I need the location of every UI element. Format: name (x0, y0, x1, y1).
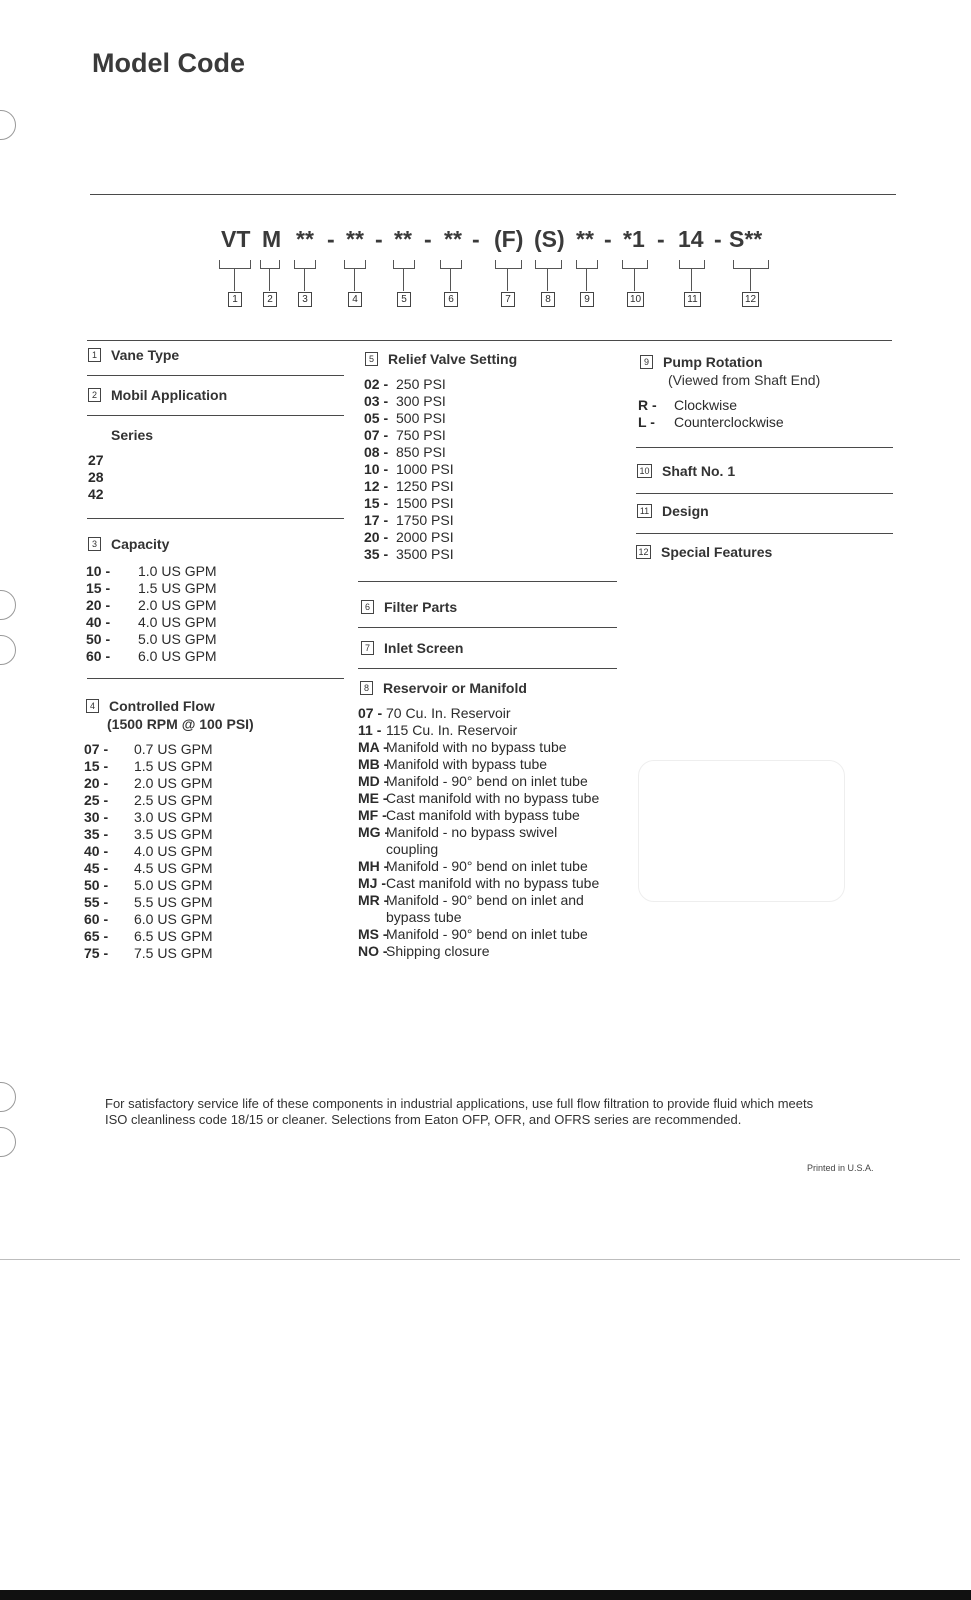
item-description: 500 PSI (396, 410, 446, 426)
reservoir-manifold-list (358, 705, 599, 960)
code-bracket (622, 260, 648, 269)
punch-hole (0, 1127, 16, 1157)
item-code: MG - (358, 824, 390, 840)
divider (87, 518, 344, 519)
item-description: Counterclockwise (674, 414, 784, 430)
code-stem (304, 268, 305, 291)
item-description: Manifold with no bypass tube (386, 739, 567, 755)
item-description: 4.5 US GPM (134, 860, 213, 876)
list-item: 28 (88, 469, 104, 485)
item-description: Cast manifold with bypass tube (386, 807, 580, 823)
list-item (84, 809, 213, 826)
code-number-12: 12 (742, 292, 759, 307)
list-item (364, 529, 454, 546)
item-description: Manifold with bypass tube (386, 756, 548, 772)
section-title: Vane Type (111, 347, 180, 363)
divider (358, 627, 617, 628)
code-stem (354, 268, 355, 291)
list-item (84, 843, 213, 860)
item-description: Manifold - 90° bend on inlet tube (386, 926, 588, 942)
section-vane-type (88, 347, 179, 363)
section-capacity (88, 536, 169, 552)
code-part: ** (394, 226, 412, 252)
item-code: 15 - (364, 495, 389, 511)
code-part: (F) (494, 226, 524, 252)
code-separator: - (472, 226, 480, 252)
code-bracket (260, 260, 280, 269)
item-description: 3.5 US GPM (134, 826, 213, 842)
code-part: ** (444, 226, 462, 252)
code-part: 14 (678, 226, 704, 252)
list-item (364, 512, 454, 529)
list-item (84, 860, 213, 877)
list-item (364, 444, 454, 461)
code-bracket (393, 260, 415, 269)
section-number: 11 (637, 504, 652, 518)
divider (636, 533, 893, 534)
code-part: ** (296, 226, 314, 252)
code-stem (234, 268, 235, 291)
code-number-10: 10 (627, 292, 644, 307)
list-item (84, 911, 213, 928)
divider (90, 194, 896, 195)
item-code: MB - (358, 756, 389, 772)
item-code (358, 841, 386, 858)
list-item (364, 376, 454, 393)
item-description: 850 PSI (396, 444, 446, 460)
section-number: 2 (88, 388, 101, 402)
divider (636, 447, 893, 448)
item-description: 750 PSI (396, 427, 446, 443)
divider (87, 678, 344, 679)
section-number: 4 (86, 699, 99, 713)
code-part: S** (729, 226, 763, 252)
item-code: 25 - (84, 792, 109, 808)
item-code: 03 - (364, 393, 389, 409)
code-part: (S) (534, 226, 565, 252)
punch-hole (0, 590, 16, 620)
paper-edge (0, 1259, 960, 1260)
section-title: Pump Rotation (663, 354, 763, 370)
section-title: Filter Parts (384, 599, 458, 615)
section-title: Design (662, 503, 709, 519)
list-item (84, 877, 213, 894)
item-code: R - (638, 397, 657, 413)
list-item: 42 (88, 486, 104, 502)
list-item (84, 758, 213, 775)
code-stem (691, 268, 692, 291)
item-description: 1750 PSI (396, 512, 454, 528)
item-code: MA - (358, 739, 388, 755)
section-number: 5 (365, 352, 378, 366)
item-code: 65 - (84, 928, 109, 944)
item-description: 5.0 US GPM (134, 877, 213, 893)
list-item (358, 875, 599, 892)
item-description: 4.0 US GPM (138, 614, 217, 630)
item-code: MF - (358, 807, 387, 823)
list-item (358, 790, 599, 807)
list-item (84, 792, 213, 809)
section-title: Controlled Flow (109, 698, 215, 714)
item-description: 250 PSI (396, 376, 446, 392)
list-item (358, 909, 599, 926)
item-description: 1.0 US GPM (138, 563, 217, 579)
code-separator: - (424, 226, 432, 252)
item-description: Manifold - 90° bend on inlet and (386, 892, 584, 908)
list-item (84, 826, 213, 843)
list-item (358, 807, 599, 824)
list-item (358, 756, 599, 773)
list-item (358, 705, 599, 722)
item-description: 1.5 US GPM (138, 580, 217, 596)
code-separator: - (604, 226, 612, 252)
section-title: Shaft No. 1 (662, 463, 736, 479)
code-part: *1 (623, 226, 645, 252)
section-title: Mobil Application (111, 387, 228, 403)
item-description: 1.5 US GPM (134, 758, 213, 774)
code-part: M (262, 226, 282, 252)
capacity-list (86, 563, 217, 665)
divider (636, 493, 893, 494)
section-design (637, 503, 709, 519)
code-number-11: 11 (684, 292, 701, 307)
item-code: 02 - (364, 376, 389, 392)
code-stem (586, 268, 587, 291)
item-code: 20 - (86, 597, 111, 613)
item-code: 05 - (364, 410, 389, 426)
item-description: 70 Cu. In. Reservoir (386, 705, 511, 721)
list-item (364, 546, 454, 563)
relief-valve-list (364, 376, 454, 563)
section-filter-parts (361, 599, 457, 615)
list-item (358, 926, 599, 943)
code-separator: - (375, 226, 383, 252)
section-title: Special Features (661, 544, 773, 560)
list-item (358, 858, 599, 875)
item-code: 60 - (86, 648, 111, 664)
pump-rotation-list (638, 397, 784, 431)
item-description: Cast manifold with no bypass tube (386, 875, 600, 891)
section-number: 6 (361, 600, 374, 614)
section-subtitle: (Viewed from Shaft End) (668, 372, 821, 388)
item-code: MH - (358, 858, 389, 874)
section-title: Inlet Screen (384, 640, 464, 656)
section-controlled-flow (86, 698, 254, 732)
item-code: 20 - (364, 529, 389, 545)
list-item (86, 563, 217, 580)
item-description: 3.0 US GPM (134, 809, 213, 825)
code-number-4: 4 (348, 292, 362, 307)
code-number-1: 1 (228, 292, 242, 307)
list-item (86, 648, 217, 665)
item-code: 15 - (84, 758, 109, 774)
series-label-wrap (111, 427, 153, 443)
item-code: 45 - (84, 860, 109, 876)
item-description: 1500 PSI (396, 495, 454, 511)
item-code: 07 - (364, 427, 389, 443)
code-number-9: 9 (580, 292, 594, 307)
item-code: 50 - (84, 877, 109, 893)
code-separator: - (657, 226, 665, 252)
item-code: 11 - (358, 722, 382, 738)
list-item (86, 597, 217, 614)
list-item (86, 631, 217, 648)
item-description: 5.0 US GPM (138, 631, 217, 647)
code-number-3: 3 (298, 292, 312, 307)
list-item (364, 427, 454, 444)
punch-hole (0, 635, 16, 665)
section-mobil-application (88, 387, 227, 403)
section-special-features (636, 544, 772, 560)
item-code: 08 - (364, 444, 389, 460)
list-item (84, 741, 213, 758)
list-item (358, 722, 599, 739)
item-code: 20 - (84, 775, 109, 791)
code-bracket (344, 260, 366, 269)
item-description: 5.5 US GPM (134, 894, 213, 910)
item-description: 6.0 US GPM (134, 911, 213, 927)
item-description: 7.5 US GPM (134, 945, 213, 961)
item-code: 40 - (84, 843, 109, 859)
code-stem (634, 268, 635, 291)
item-description: 2.0 US GPM (138, 597, 217, 613)
section-number: 3 (88, 537, 101, 551)
item-code: 07 - (84, 741, 109, 757)
list-item (84, 945, 213, 962)
list-item (364, 495, 454, 512)
item-description: 1250 PSI (396, 478, 454, 494)
section-number: 7 (361, 641, 374, 655)
item-code: MR - (358, 892, 389, 908)
list-item (84, 928, 213, 945)
section-subtitle: (1500 RPM @ 100 PSI) (107, 716, 254, 732)
code-bracket (576, 260, 598, 269)
item-description: 115 Cu. In. Reservoir (386, 722, 518, 738)
item-code: 75 - (84, 945, 109, 961)
divider (87, 375, 344, 376)
footer-note: For satisfactory service life of these components in industrial applications, use full flow filtration to provide fluid which meets ISO cleanliness code 18/15 or cleaner. Selections from Eaton OFP, OFR, and OFRS series are recommended. (105, 1096, 814, 1127)
list-item (84, 894, 213, 911)
list-item (358, 841, 599, 858)
faint-stamp-mark (638, 760, 845, 902)
item-description: Manifold - no bypass swivel (386, 824, 558, 840)
list-item: 27 (88, 452, 104, 468)
section-shaft (637, 463, 735, 479)
list-item (86, 614, 217, 631)
item-description: bypass tube (386, 909, 462, 925)
item-code: ME - (358, 790, 388, 806)
code-number-8: 8 (541, 292, 555, 307)
item-description: Manifold - 90° bend on inlet tube (386, 773, 588, 789)
section-reservoir-manifold (360, 680, 527, 696)
series-list (88, 452, 104, 503)
divider (87, 415, 344, 416)
list-item (358, 892, 599, 909)
list-item (364, 410, 454, 427)
item-description: 2000 PSI (396, 529, 454, 545)
item-code (358, 909, 386, 926)
list-item (638, 414, 784, 431)
code-bracket (495, 260, 522, 269)
code-number-7: 7 (501, 292, 515, 307)
code-stem (269, 268, 270, 291)
item-description: Shipping closure (386, 943, 490, 959)
item-description: 1000 PSI (396, 461, 454, 477)
section-inlet-screen (361, 640, 463, 656)
item-description: 6.5 US GPM (134, 928, 213, 944)
item-description: 0.7 US GPM (134, 741, 213, 757)
code-bracket (535, 260, 562, 269)
printed-in: Printed in U.S.A. (807, 1163, 874, 1173)
code-bracket (440, 260, 462, 269)
item-code: L - (638, 414, 655, 430)
item-description: 3500 PSI (396, 546, 454, 562)
item-description: 2.5 US GPM (134, 792, 213, 808)
list-item (358, 739, 599, 756)
page-title: Model Code (92, 48, 245, 78)
item-code: NO - (358, 943, 388, 959)
item-description: 300 PSI (396, 393, 446, 409)
item-description: 4.0 US GPM (134, 843, 213, 859)
item-code: MD - (358, 773, 389, 789)
section-number: 8 (360, 681, 373, 695)
divider (87, 340, 892, 341)
item-description: Cast manifold with no bypass tube (386, 790, 600, 806)
item-code: 50 - (86, 631, 111, 647)
code-part: ** (346, 226, 364, 252)
list-item (364, 461, 454, 478)
item-code: 17 - (364, 512, 389, 528)
item-code: 35 - (84, 826, 109, 842)
item-description: 2.0 US GPM (134, 775, 213, 791)
list-item (364, 393, 454, 410)
item-description: Manifold - 90° bend on inlet tube (386, 858, 588, 874)
code-separator: - (714, 226, 722, 252)
code-part: VT (221, 226, 251, 252)
item-code: 10 - (86, 563, 111, 579)
item-code: 60 - (84, 911, 109, 927)
item-code: 35 - (364, 546, 389, 562)
punch-hole (0, 110, 16, 140)
divider (358, 581, 617, 582)
code-stem (507, 268, 508, 291)
list-item (358, 773, 599, 790)
series-label: Series (111, 427, 154, 443)
section-title: Reservoir or Manifold (383, 680, 527, 696)
code-bracket (219, 260, 251, 269)
code-stem (750, 268, 751, 291)
item-code: 30 - (84, 809, 109, 825)
section-number: 9 (640, 355, 653, 369)
item-code: 10 - (364, 461, 389, 477)
list-item (358, 824, 599, 841)
section-number: 12 (636, 545, 651, 559)
punch-hole (0, 1082, 16, 1112)
code-stem (547, 268, 548, 291)
code-stem (450, 268, 451, 291)
code-part: ** (576, 226, 594, 252)
code-bracket (679, 260, 705, 269)
item-code: 07 - (358, 705, 383, 721)
item-code: 55 - (84, 894, 109, 910)
section-pump-rotation (640, 354, 820, 388)
item-description: 6.0 US GPM (138, 648, 217, 664)
section-title: Relief Valve Setting (388, 351, 518, 367)
code-stem (403, 268, 404, 291)
item-code: MJ - (358, 875, 386, 891)
list-item (86, 580, 217, 597)
section-relief-valve (365, 351, 517, 367)
code-bracket (733, 260, 769, 269)
code-bracket (294, 260, 316, 269)
code-number-2: 2 (263, 292, 277, 307)
code-number-5: 5 (397, 292, 411, 307)
list-item (84, 775, 213, 792)
section-number: 1 (88, 348, 101, 362)
item-code: 12 - (364, 478, 389, 494)
item-description: coupling (386, 841, 439, 857)
code-separator: - (327, 226, 335, 252)
item-code: MS - (358, 926, 388, 942)
section-number: 10 (637, 464, 652, 478)
controlled-flow-list (84, 741, 213, 962)
item-code: 40 - (86, 614, 111, 630)
code-number-6: 6 (444, 292, 458, 307)
list-item (358, 943, 599, 960)
list-item (638, 397, 784, 414)
item-description: Clockwise (674, 397, 738, 413)
list-item (364, 478, 454, 495)
item-code: 15 - (86, 580, 111, 596)
section-title: Capacity (111, 536, 170, 552)
divider (358, 668, 617, 669)
scan-border (0, 1590, 971, 1600)
